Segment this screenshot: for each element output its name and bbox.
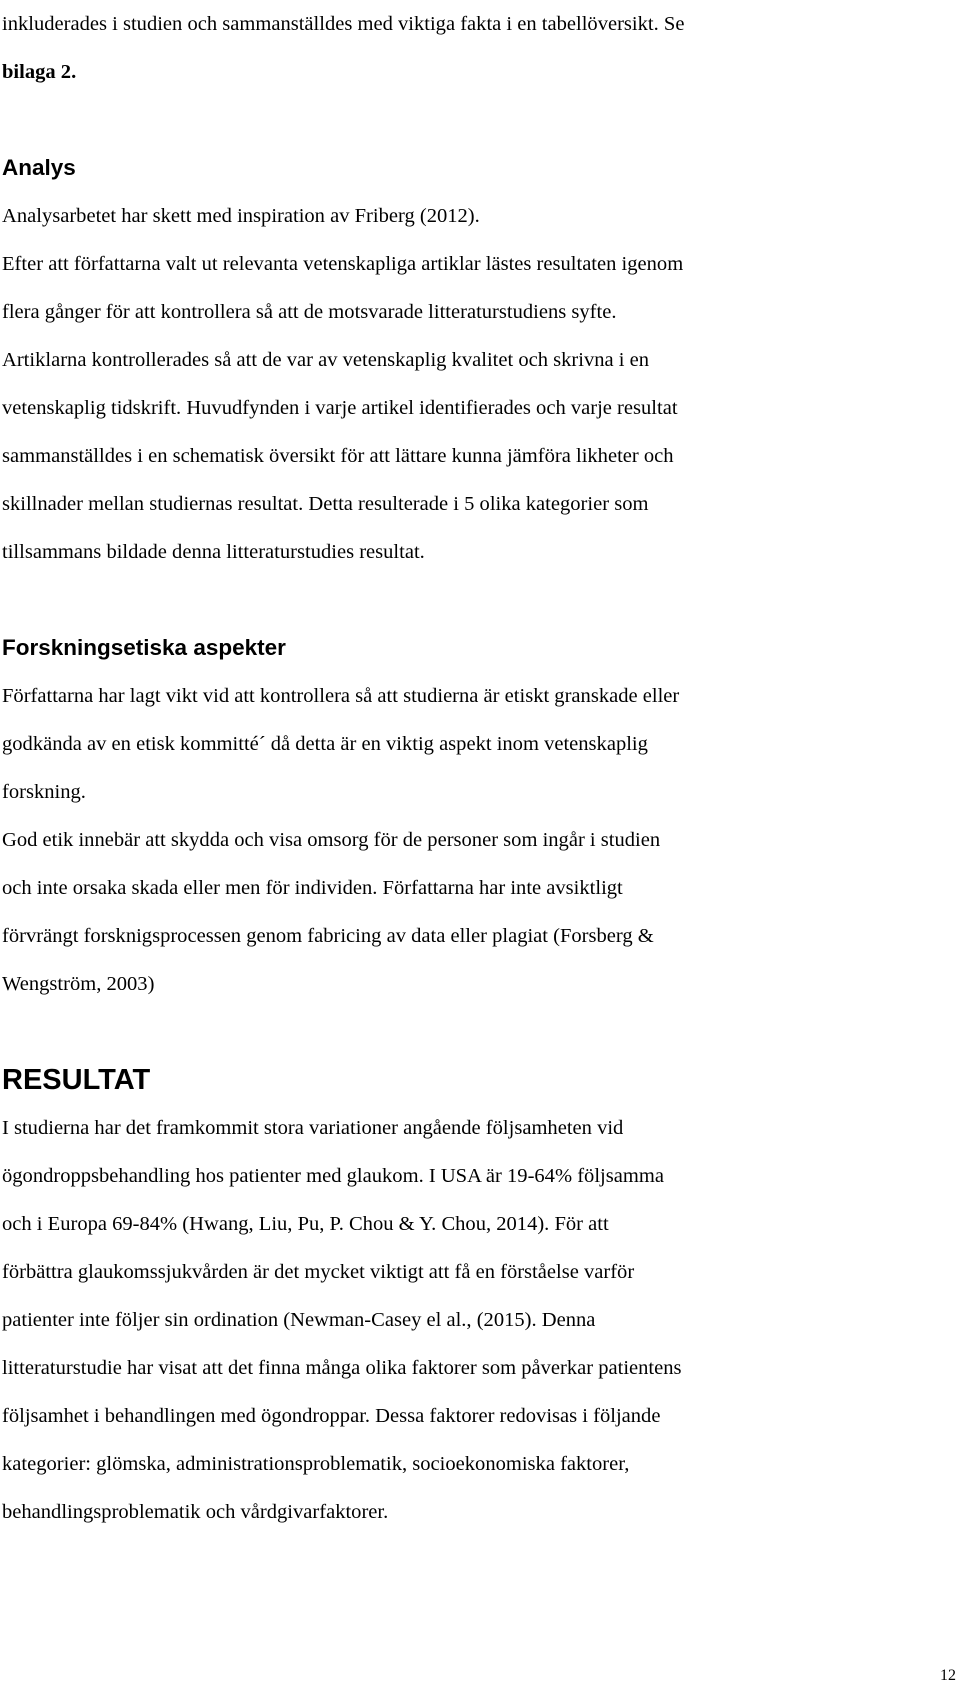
etik-line: God etik innebär att skydda och visa omsorg för de personer som ingår i studien [2, 829, 661, 851]
analys-line: Analysarbetet har skett med inspiration av Friberg (2012). [2, 205, 480, 227]
intro-line-2: bilaga 2. [2, 61, 77, 83]
analys-line: Efter att författarna valt ut relevanta vetenskapliga artiklar lästes resultaten igenom [2, 253, 684, 275]
analys-line: tillsammans bildade denna litteraturstudies resultat. [2, 541, 425, 563]
resultat-line: patienter inte följer sin ordination (Newman-Casey el al., (2015). Denna [2, 1309, 596, 1331]
etik-heading: Forskningsetiska aspekter [2, 635, 286, 660]
etik-line: godkända av en etisk kommitté´ då detta är en viktig aspekt inom vetenskaplig [2, 733, 648, 755]
etik-line: Författarna har lagt vikt vid att kontrollera så att studierna är etiskt granskade eller [2, 685, 680, 707]
resultat-line: behandlingsproblematik och vårdgivarfaktorer. [2, 1501, 389, 1523]
resultat-line: litteraturstudie har visat att det finna många olika faktorer som påverkar patientens [2, 1357, 682, 1379]
page-number: 12 [940, 1667, 956, 1684]
spacer [2, 1008, 952, 1056]
resultat-heading: RESULTAT [2, 1064, 151, 1096]
analys-line: flera gånger för att kontrollera så att de motsvarade litteraturstudiens syfte. [2, 301, 617, 323]
analys-line: sammanställdes i en schematisk översikt för att lättare kunna jämföra likheter och [2, 445, 674, 467]
resultat-line: förbättra glaukomssjukvården är det mycket viktigt att få en förståelse varför [2, 1261, 635, 1283]
etik-line: Wengström, 2003) [2, 973, 155, 995]
intro-line-1: inkluderades i studien och sammanställdes med viktiga fakta i en tabellöversikt. Se [2, 13, 685, 35]
resultat-line: I studierna har det framkommit stora variationer angående följsamheten vid [2, 1117, 624, 1139]
analys-heading: Analys [2, 155, 76, 180]
resultat-line: följsamhet i behandlingen med ögondroppar. Dessa faktorer redovisas i följande [2, 1405, 661, 1427]
etik-line: forskning. [2, 781, 86, 803]
resultat-line: kategorier: glömska, administrationsproblematik, socioekonomiska faktorer, [2, 1453, 630, 1475]
document-page [2, 0, 952, 1536]
analys-line: vetenskaplig tidskrift. Huvudfynden i varje artikel identifierades och varje resultat [2, 397, 678, 419]
analys-line: Artiklarna kontrollerades så att de var av vetenskaplig kvalitet och skrivna i en [2, 349, 650, 371]
spacer [2, 576, 952, 624]
spacer [2, 96, 952, 144]
resultat-line: och i Europa 69-84% (Hwang, Liu, Pu, P. Chou & Y. Chou, 2014). För att [2, 1213, 609, 1235]
analys-line: skillnader mellan studiernas resultat. Detta resulterade i 5 olika kategorier som [2, 493, 649, 515]
etik-line: och inte orsaka skada eller men för individen. Författarna har inte avsiktligt [2, 877, 623, 899]
etik-line: förvrängt forsknigsprocessen genom fabricing av data eller plagiat (Forsberg & [2, 925, 654, 947]
resultat-line: ögondroppsbehandling hos patienter med glaukom. I USA är 19-64% följsamma [2, 1165, 664, 1187]
